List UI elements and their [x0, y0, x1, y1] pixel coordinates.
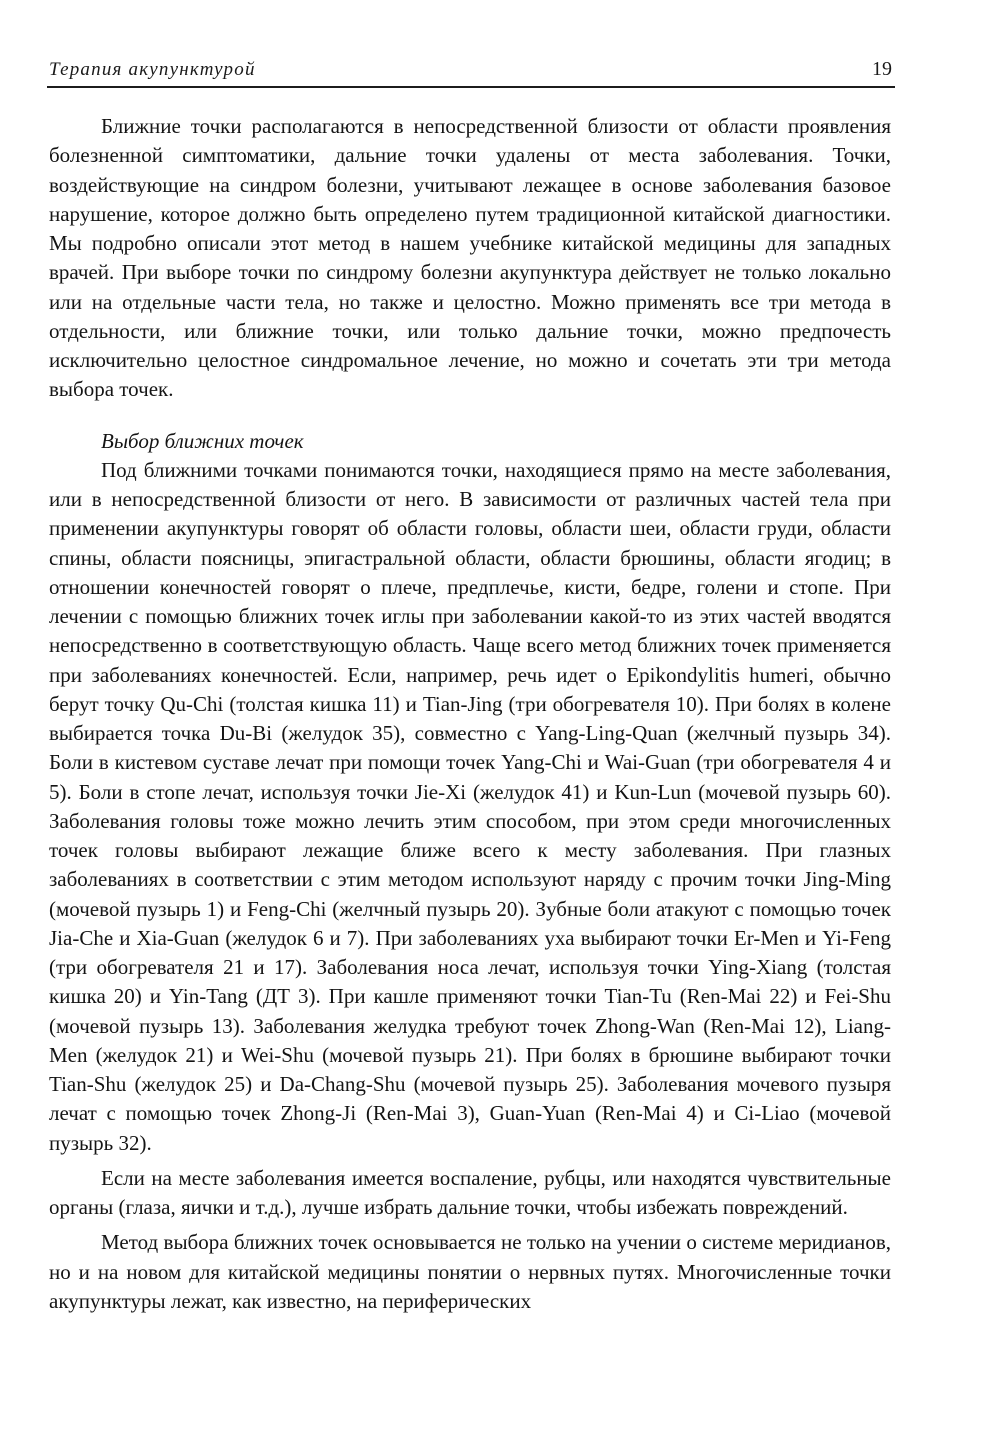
section-subheading: Выбор ближних точек: [101, 428, 304, 453]
paragraph-near-points: Под ближними точками понимаются точки, находящиеся прямо на месте заболевания, или в непосредственной близости от него. В зависимости от различных частей тела при применении акупунктуры говорят об области головы, области шеи, области груди, области спины, области поясницы, эпигастральной области, области брюшины, области ягодиц; в отношении конечностей говорят о плече, предплечье, кисти, бедре, голени и стопе. При лечении с помощью ближних точек иглы при заболевании какой-то из этих частей вводятся непосредственно в соответствующую область. Чаще всего метод ближних точек применяется при заболеваниях конечностей. Если, например, речь идет о Epikondylitis humeri, обычно берут точку Qu-Chi (толстая кишка 11) и Tian-Jing (три обогревателя 10). При болях в колене выбирается точка Du-Bi (желудок 35), совместно с Yang-Ling-Quan (желчный пузырь 34). Боли в кистевом суставе лечат при помощи точек Yang-Chi и Wai-Guan (три обогревателя 4 и 5). Боли в стопе лечат, используя точки Jie-Xi (желудок 41) и Kun-Lun (мочевой пузырь 60). Заболевания головы тоже можно лечить этим способом, при этом среди многочисленных точек головы выбирают лежащие ближе всего к месту заболевания. При глазных заболеваниях в соответствии с этим методом используют наряду с прочим точки Jing-Ming (мочевой пузырь 1) и Feng-Chi (желчный пузырь 20). Зубные боли атакуют с помощью точек Jia-Che и Xia-Guan (желудок 6 и 7). При заболеваниях уха выбирают точки Er-Men и Yi-Feng (три обогревателя 21 и 17). Заболевания носа лечат, используя точки Ying-Xiang (толстая кишка 20) и Yin-Tang (ДТ 3). При кашле применяют точки Tian-Tu (Ren-Mai 22) и Fei-Shu (мочевой пузырь 13). Заболевания желудка требуют точек Zhong-Wan (Ren-Mai 12), Liang-Men (желудок 21) и Wei-Shu (мочевой пузырь 21). При болях в брюшине выбирают точки Tian-Shu (желудок 25) и Da-Chang-Shu (мочевой пузырь 25). Заболевания мочевого пузыря лечат с помощью точек Zhong-Ji (Ren-Mai 3), Guan-Yuan (Ren-Mai 4) и Ci-Liao (мочевой пузырь 32).: [49, 457, 892, 1155]
paragraph-method-basis: Метод выбора ближних точек основывается не только на учении о системе меридианов, но и на новом для китайской медицины понятии о нервных путях. Многочисленные точки акупунктуры лежат, как известно, на периферических: [49, 1230, 891, 1313]
page-header: [47, 52, 895, 88]
page-number: 19: [872, 58, 892, 80]
paragraph-intro: Ближние точки располагаются в непосредственной близости от области проявления болезненной симптоматики, дальние точки удалены от места заболевания. Точки, воздействующие на синдром болезни, учитывают лежащее в основе заболевания базовое нарушение, которое должно быть определено путем традиционной китайской диагностики. Мы подробно описали этот метод в нашем учебнике китайской медицины для западных врачей. При выборе точки по синдрому болезни акупунктура действует не только локально или на отдельные части тела, но также и целостно. Можно применять все три метода в отдельности, или ближние точки, или только дальние точки, можно предпочесть исключительно целостное синдромальное лечение, но можно и сочетать эти три метода выбора точек.: [49, 114, 891, 402]
running-title: Терапия акупунктурой: [49, 59, 256, 80]
page-body: [49, 112, 891, 1316]
paragraph-inflammation: Если на месте заболевания имеется воспаление, рубцы, или находятся чувствительные органы (глаза, яички и т.д.), лучше избрать дальние точки, чтобы избежать повреждений.: [49, 1165, 891, 1219]
